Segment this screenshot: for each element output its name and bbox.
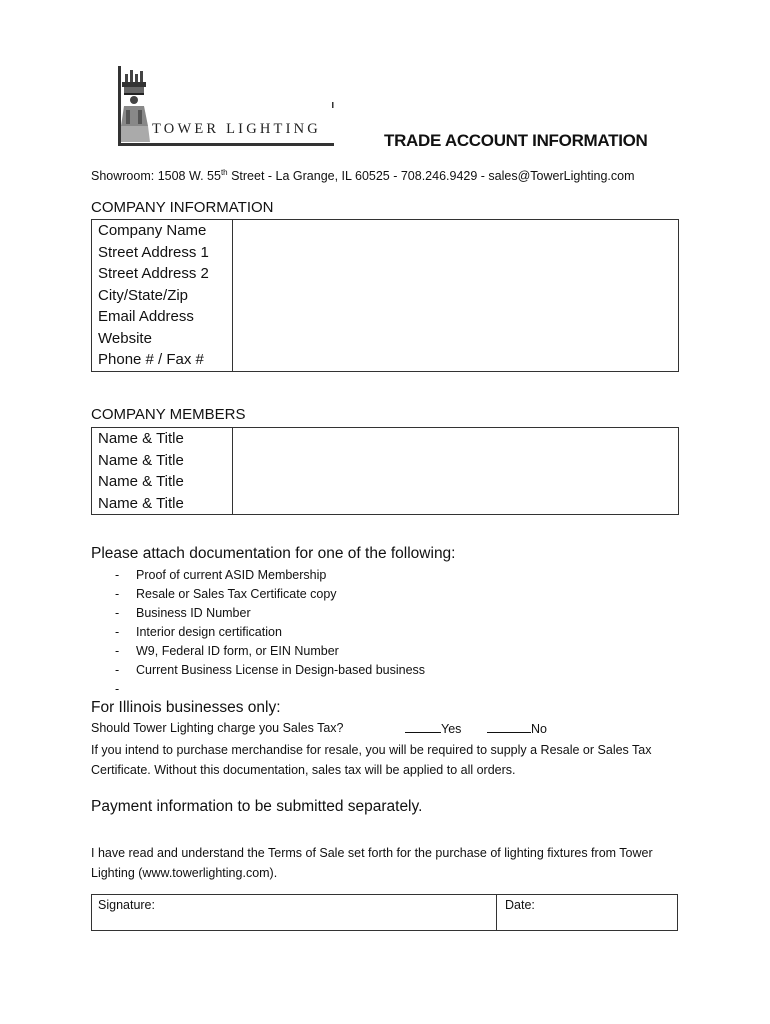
company-info-row <box>92 349 679 371</box>
bullet-dash: - <box>115 587 120 601</box>
yes-label: Yes <box>441 722 462 736</box>
company-member-input[interactable] <box>233 493 679 515</box>
company-info-row <box>92 285 679 307</box>
signature-box[interactable] <box>91 894 678 931</box>
company-info-row <box>92 220 679 242</box>
company-info-label: Email Address <box>92 306 233 328</box>
showroom-suffix: Street - La Grange, IL 60525 - 708.246.9429 - sales@TowerLighting.com <box>227 169 635 184</box>
sales-tax-yes[interactable] <box>405 721 461 736</box>
resale-note: If you intend to purchase merchandise for resale, you will be required to supply a Resale or Sales Tax Certificate. Without this documentation, sales tax will be applied to all orders. <box>91 743 652 777</box>
company-info-input[interactable] <box>233 242 679 264</box>
company-member-row <box>92 493 679 515</box>
documentation-item-text: Interior design certification <box>136 625 282 639</box>
no-blank[interactable] <box>487 721 531 733</box>
showroom-sup: th <box>220 168 228 177</box>
page-title: TRADE ACCOUNT INFORMATION <box>384 131 648 150</box>
bullet-dash: - <box>115 644 120 658</box>
signature-divider <box>496 894 497 931</box>
company-members-table <box>91 427 679 515</box>
company-info-table <box>91 219 679 372</box>
documentation-item <box>91 642 425 661</box>
bullet-dash: - <box>115 568 120 582</box>
company-member-input[interactable] <box>233 428 679 450</box>
company-member-label: Name & Title <box>92 471 233 493</box>
sales-tax-no[interactable] <box>487 721 547 736</box>
company-info-input[interactable] <box>233 306 679 328</box>
company-member-label: Name & Title <box>92 450 233 472</box>
company-member-label: Name & Title <box>92 428 233 450</box>
documentation-item-text: Resale or Sales Tax Certificate copy <box>136 587 337 601</box>
company-member-row <box>92 428 679 450</box>
attach-heading: Please attach documentation for one of the following: <box>91 545 456 562</box>
brand-name: TOWER LIGHTING <box>152 121 321 137</box>
company-info-label: Street Address 1 <box>92 242 233 264</box>
company-info-row <box>92 263 679 285</box>
company-info-row <box>92 242 679 264</box>
terms-statement: I have read and understand the Terms of Sale set forth for the purchase of lighting fixtures from Tower Lighting (www.towerlighting.com). <box>91 846 653 880</box>
documentation-item-text: W9, Federal ID form, or EIN Number <box>136 644 339 658</box>
company-info-heading: COMPANY INFORMATION <box>91 199 274 216</box>
company-member-label: Name & Title <box>92 493 233 515</box>
company-info-input[interactable] <box>233 263 679 285</box>
yes-blank[interactable] <box>405 721 441 733</box>
company-member-input[interactable] <box>233 471 679 493</box>
documentation-item <box>91 566 425 585</box>
bullet-dash: - <box>115 663 120 677</box>
bullet-dash: - <box>115 625 120 639</box>
company-info-row <box>92 328 679 350</box>
company-info-input[interactable] <box>233 285 679 307</box>
company-member-input[interactable] <box>233 450 679 472</box>
tower-icon <box>121 70 150 142</box>
company-members-heading: COMPANY MEMBERS <box>91 406 246 423</box>
company-info-input[interactable] <box>233 349 679 371</box>
documentation-list <box>91 566 425 699</box>
company-info-row <box>92 306 679 328</box>
no-label: No <box>531 722 547 736</box>
company-info-label: City/State/Zip <box>92 285 233 307</box>
documentation-item <box>91 604 425 623</box>
documentation-item <box>91 661 425 680</box>
company-info-input[interactable] <box>233 328 679 350</box>
documentation-item <box>91 623 425 642</box>
documentation-item-text: Proof of current ASID Membership <box>136 568 327 582</box>
payment-note: Payment information to be submitted separately. <box>91 798 423 815</box>
company-info-label: Company Name <box>92 220 233 242</box>
documentation-item <box>91 680 425 699</box>
sales-tax-question: Should Tower Lighting charge you Sales Tax? <box>91 721 344 735</box>
date-label: Date: <box>505 898 535 912</box>
showroom-info <box>91 168 635 183</box>
company-info-label: Street Address 2 <box>92 263 233 285</box>
company-info-label: Website <box>92 328 233 350</box>
documentation-item-text: Business ID Number <box>136 606 251 620</box>
company-info-label: Phone # / Fax # <box>92 349 233 371</box>
company-member-row <box>92 450 679 472</box>
company-info-input[interactable] <box>233 220 679 242</box>
signature-label: Signature: <box>98 898 155 912</box>
illinois-heading: For Illinois businesses only: <box>91 699 281 716</box>
showroom-prefix: Showroom: 1508 W. 55 <box>91 169 221 184</box>
bullet-dash: - <box>115 682 120 696</box>
documentation-item-text: Current Business License in Design-based business <box>136 663 426 677</box>
documentation-item <box>91 585 425 604</box>
bullet-dash: - <box>115 606 120 620</box>
company-member-row <box>92 471 679 493</box>
